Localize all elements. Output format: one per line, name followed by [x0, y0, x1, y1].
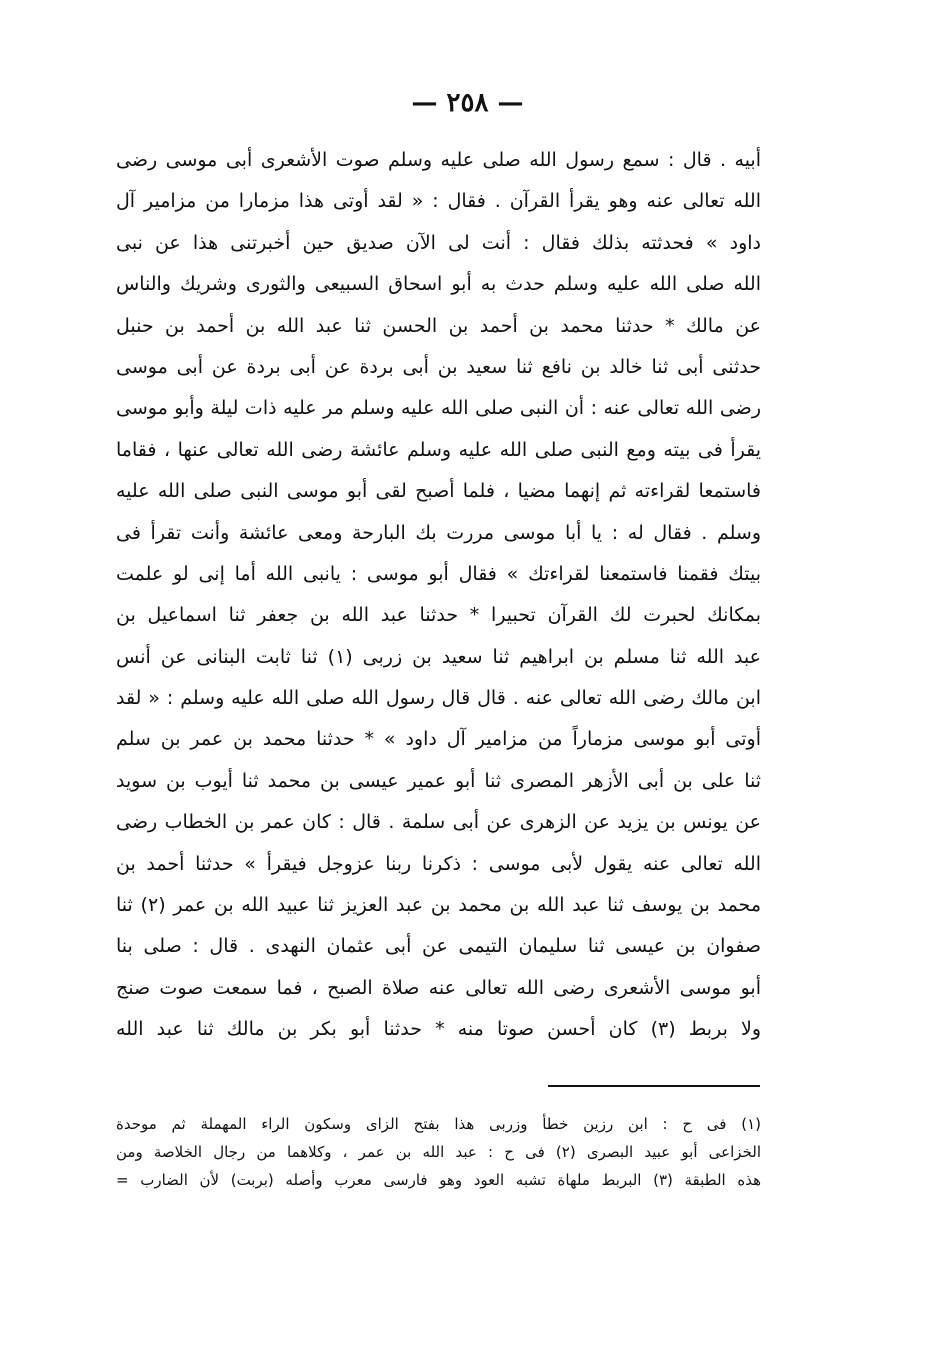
- text-line: وسلم . فقال له : يا أبا موسى مررت بك البارحة ومعى عائشة وأنت تقرأ فى: [116, 521, 761, 544]
- text-line: ولا بربط (٣) كان أحسن صوتا منه * حدثنا أبو بكر بن مالك ثنا عبد الله: [116, 1018, 761, 1041]
- text-line: بمكانك لحبرت لك القرآن تحبيرا * حدثنا عبد الله بن جعفر ثنا اسماعيل بن: [116, 604, 761, 627]
- text-line: الله تعالى عنه يقول لأبى موسى : ذكرنا ربنا عزوجل فيقرأ » حدثنا أحمد بن: [116, 852, 761, 875]
- text-line: عبد الله ثنا مسلم بن ابراهيم ثنا سعيد بن زربى (١) ثنا ثابت البنانى عن أنس: [116, 645, 761, 668]
- text-line: محمد بن يوسف ثنا عبد الله بن محمد بن عبد العزيز ثنا عبيد الله بن عمر (٢) ثنا: [116, 894, 761, 917]
- text-line: أوتى أبو موسى مزماراً من مزامير آل داود » * حدثنا محمد بن عمر بن سلم: [116, 728, 761, 751]
- page-number: — ٢٥٨ —: [411, 88, 524, 118]
- text-line: رضى الله تعالى عنه : أن النبى صلى الله عليه وسلم مر عليه ذات ليلة وأبو موسى: [116, 397, 761, 420]
- footnote-line: هذه الطبقة (٣) البربط ملهاة تشبه العود وهو فارسى معرب وأصله (بربت) لأن الضارب =: [116, 1171, 761, 1189]
- text-line: يقرأ فى بيته ومع النبى صلى الله عليه وسلم عائشة رضى الله تعالى عنها ، فقاما: [116, 438, 761, 461]
- text-line: ابن مالك رضى الله تعالى عنه . قال قال رسول الله صلى الله عليه وسلم : « لقد: [116, 687, 761, 710]
- text-line: صفوان بن عيسى ثنا سليمان التيمى عن أبى عثمان النهدى . قال : صلى بنا: [116, 935, 761, 958]
- footnote-divider: [548, 1085, 760, 1087]
- footnote-line: الخزاعى أبو عبيد البصرى (٢) فى ح : عبد الله بن عمر ، وكلاهما من رجال الخلاصة ومن: [116, 1143, 761, 1161]
- text-line: الله تعالى عنه وهو يقرأ القرآن . فقال : « لقد أوتى هذا مزمارا من مزامير آل: [116, 190, 761, 213]
- text-line: أبيه . قال : سمع رسول الله صلى عليه وسلم صوت الأشعرى أبى موسى رضى: [116, 149, 761, 171]
- text-line: ثنا على بن أبى الأزهر المصرى ثنا أبو عمير عيسى بن محمد ثنا أيوب بن سويد: [116, 769, 761, 792]
- text-line: الله صلى الله عليه وسلم حدث به أبو اسحاق السبيعى والثورى وشريك والناس: [116, 273, 761, 296]
- text-line: عن مالك * حدثنا محمد بن أحمد بن الحسن ثنا عبد الله بن أحمد بن حنبل: [116, 314, 761, 337]
- footnotes: [116, 1110, 761, 1194]
- text-line: داود » فحدثته بذلك فقال : أنت لى الآن صديق حين أخبرتنى هذا عن نبى: [116, 231, 761, 254]
- text-line: فاستمعا لقراءته ثم إنهما مضيا ، فلما أصبح لقى أبو موسى النبى صلى الله عليه: [116, 480, 761, 503]
- text-line: عن يونس بن يزيد عن الزهرى عن أبى سلمة . قال : كان عمر بن الخطاب رضى: [116, 811, 761, 834]
- text-line: أبو موسى الأشعرى رضى الله تعالى عنه صلاة الصبح ، فما سمعت صوت صنج: [116, 976, 761, 999]
- text-line: بيتك فقمنا فاستمعنا لقراءتك » فقال أبو موسى : يانبى الله أما إنى لو علمت: [116, 562, 761, 585]
- text-line: حدثنى أبى ثنا خالد بن نافع ثنا سعيد بن أبى بردة عن أبى بردة عن أبى موسى: [116, 355, 761, 378]
- main-text: [116, 140, 761, 1051]
- footnote-line: (١) فى ح : ابن رزين خطأ وزربى هذا بفتح الزاى وسكون الراء المهملة ثم موحدة: [116, 1115, 761, 1133]
